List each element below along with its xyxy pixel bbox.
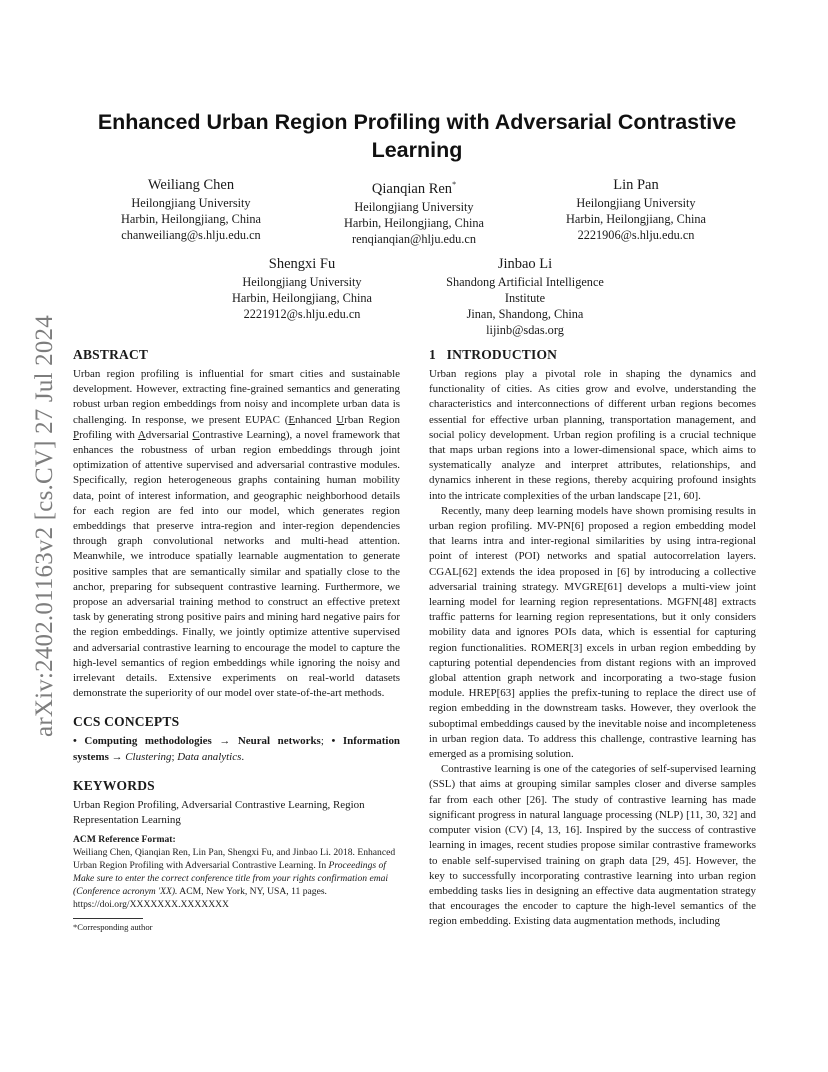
ccs-bold-2: • Information systems [73,735,400,763]
acm-ref-venue: Proceedings of Make sure to enter the correct conference title from your rights confirmation emai (Conference acronym 'XX). [73,860,389,898]
acronym-word: nhanced [295,413,337,426]
keywords-heading: KEYWORDS [73,777,155,793]
paper-title: Enhanced Urban Region Profiling with Adversarial Contrastive Learning [97,110,737,162]
acronym-letter: P [73,428,80,441]
acm-ref-text [73,846,400,911]
ccs-italic-1: Clustering [125,750,172,763]
author-affiliation: Shandong Artificial Intelligence [446,275,604,289]
abstract-text [73,367,400,701]
corresponding-mark: * [452,180,457,189]
acm-ref-part-1: Weiliang Chen, Qianqian Ren, Lin Pan, Shengxi Fu, and Jinbao Li. 2018. Enhanced Urban Region Profiling with Adversarial Contrastive Learning. In [73,847,396,872]
author-3 [541,176,731,243]
author-location: Harbin, Heilongjiang, China [565,212,707,226]
right-column [429,346,756,930]
author-location: Harbin, Heilongjiang, China [231,291,373,305]
author-4 [207,255,397,322]
author-affiliation: Heilongjiang University [131,196,251,210]
footnote-rule [73,918,143,919]
author-1 [96,176,286,243]
author-5 [430,255,620,338]
abstract-heading: ABSTRACT [73,347,149,362]
author-affiliation: Heilongjiang University [576,196,696,210]
intro-heading: 1 INTRODUCTION [429,347,558,362]
intro-paragraph-3: Contrastive learning is one of the categories of self-supervised learning (SSL) that aims at grouping similar samples closer and diverse samples far from each other [26]. The study of contrastive learning has made significant progress in natural language processing (NLP) [11, 30, 32] and computer vision (CV) [4, 13, 16]. Inspired by the success of contrastive learning in images, recent studies propose similar contrastive frameworks to enable self-supervised training on graph data [29, 45]. However, the key to successfully incorporating contrastive learning into urban region embedding tasks lies in designing an effective data augmentation strategy that encourages the encoder to capture the high-level semantics of the region embedding. Existing data augmentation methods, including [429,763,756,928]
author-email: lijinb@sdas.org [486,323,564,337]
keywords-text: Urban Region Profiling, Adversarial Contrastive Learning, Region Representation Learning [73,798,365,827]
author-name-text: Qianqian Ren [371,180,453,197]
acronym-word: dversarial [145,428,193,441]
author-email: 2221912@s.hlju.edu.cn [243,307,361,321]
arxiv-watermark [28,295,62,757]
author-location: Harbin, Heilongjiang, China [343,215,485,230]
author-email: chanweiliang@s.hlju.edu.cn [121,228,261,242]
author-email: renqianqian@hlju.edu.cn [351,231,476,246]
intro-paragraph-1: Urban regions play a pivotal role in shaping the dynamics and functionality of cities. As cities grow and evolve, understanding the characteristics and interconnections of different urban regions becomes essential for effective urban planning, transportation management, and social policy development. Urban region profiling is a crucial technique that maps urban regions into a lower-dimensional space, which aims to systematically analyze and interpret attributes, relationships, and dynamics inherent in these regions, thereby acquiring profound insights into the intricate complexities of the urban landscape [21, 60]. [429,368,756,502]
ccs-end: . [241,750,245,763]
left-column [73,346,400,933]
author-affiliation: Heilongjiang University [354,199,474,214]
ccs-arrow: → [108,750,126,763]
ccs-sep: ; [171,750,178,763]
intro-paragraph-2: Recently, many deep learning models have shown promising results in urban region profiling. MV-PN[6] proposed a region embedding model that learns intra and inter-regional similarities by using intra-regional point of interest (POI) networks and spatial autocorrelation layers. CGAL[62] extends the idea proposed in [6] by introducing a collective adversarial training strategy. MVGRE[61] develops a multi-view joint learning model for learning region representations. MGFN[48] extracts traffic patterns for learning region representations, but it only considers mobility data and ignores POIs data, which is essential for capturing region functionalities. ROMER[3] excels in urban region embedding by capturing potential dependencies from distant regions with an improved global attention graph network and incorporating a two-stage fusion module. HREP[63] applies the prefix-tuning to replace the direct use of region embedding in the downstream tasks. However, they overlook the suboptimal embeddings caused by the inevitable noise and incompleteness in urban region data. To address this challenge, contrastive learning has emerged as a promising solution. [429,504,756,761]
acronym-letter: E [288,413,296,426]
author-name: Jinbao Li [497,256,553,272]
author-name [318,176,510,198]
ccs-text [73,734,400,764]
abstract-part-1: Urban region profiling is influential for smart cities and sustainable development. However, extracting fine-grained semantics and generating robust urban region embeddings from noisy and incomplete urban data is challenging. In response, we present EUPAC ( [73,368,400,426]
acronym-word: rban Region [344,413,400,426]
acronym-letter: C [192,428,200,441]
ccs-heading: CCS CONCEPTS [73,714,180,730]
abstract-part-2: ), a novel framework that enhances the robustness of urban region embeddings through joint optimization of attentive supervised and adversarial contrastive modules. Specifically, region heterogeneous graphs containing human mobility data, point of interest information, and geographic neighborhood details for each region are fed into our model, which generates region embeddings that preserve intra-region and inter-region dependencies through graph convolutional networks and multi-head attention. Meanwhile, we introduce spatially learnable augmentation to generate positive samples that are semantically similar and spatially close to the anchor, preparing for subsequent contrastive learning. Furthermore, we propose an adversarial training method to construct an effective pretext task by generating strong positive pairs and mining hard negative pairs for the region embeddings. Finally, we jointly optimize attentive supervised and adversarial contrastive learning to encourage the model to capture the high-level semantics of region embeddings while ignoring the noisy and irrelevant details. Extensive experiments on real-world datasets demonstrate the superiority of our model over state-of-the-art methods. [73,428,400,700]
acronym-letter: U [336,413,345,426]
author-2 [318,176,510,247]
acronym-word: rofiling with [79,428,138,441]
ccs-bold-1: • Computing methodologies → Neural networks [73,735,321,748]
ccs-italic-2: Data analytics [177,750,242,763]
footnote: *Corresponding author [73,922,153,933]
author-name: Shengxi Fu [268,256,336,272]
acm-ref-part-2: ACM, New York, NY, USA, 11 pages. https://doi.org/XXXXXXX.XXXXXXX [73,886,327,911]
acm-ref-heading: ACM Reference Format: [73,834,176,846]
arxiv-id: arXiv:2402.01163v2 [cs.CV] 27 Jul 2024 [31,315,58,737]
author-email: 2221906@s.hlju.edu.cn [577,228,695,242]
acronym-word: ontrastive Learning [199,428,286,441]
author-affiliation: Heilongjiang University [242,275,362,289]
author-location: Harbin, Heilongjiang, China [120,212,262,226]
author-affiliation-cont: Institute [504,291,546,305]
author-location: Jinan, Shandong, China [466,307,584,321]
author-name: Lin Pan [613,177,659,193]
ccs-sep: ; [320,735,332,748]
author-name: Weiliang Chen [147,177,235,193]
acronym-letter: A [137,428,146,441]
